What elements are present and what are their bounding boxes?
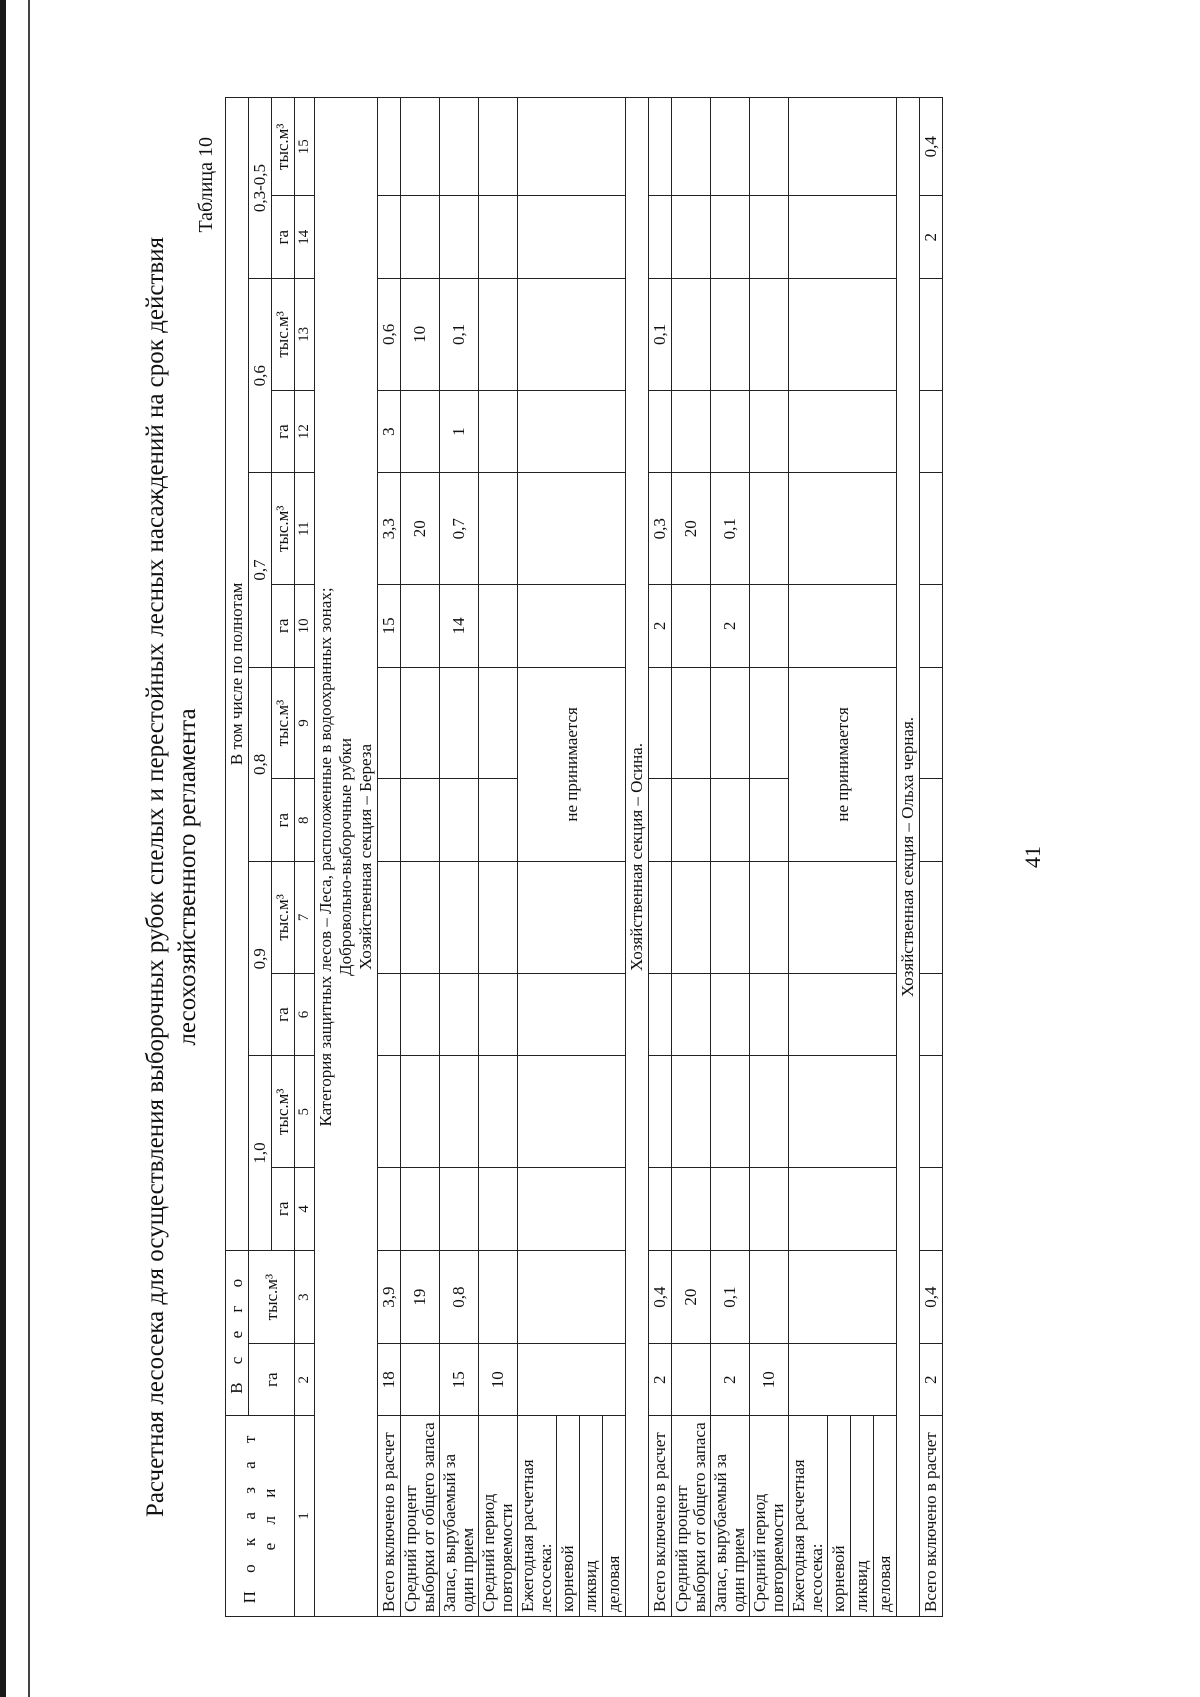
column-number: 1 <box>295 1415 315 1616</box>
table-cell <box>750 585 789 668</box>
table-cell <box>711 390 750 473</box>
table-row <box>440 98 479 1617</box>
table-cell <box>672 585 711 668</box>
table-cell <box>440 779 479 862</box>
section-birch <box>378 98 626 1617</box>
table-cell <box>789 196 897 279</box>
table-row <box>479 98 518 1617</box>
table-cell <box>401 196 440 279</box>
row-label: Средний процент выборки от общего запаса <box>401 1415 440 1616</box>
row-label: Средний период повторяемости <box>750 1415 789 1616</box>
table-cell <box>672 862 711 974</box>
table-cell <box>518 473 626 585</box>
unit-ha: га <box>272 390 295 473</box>
table-cell <box>378 1056 401 1168</box>
table-cell <box>789 862 897 974</box>
page-number: 41 <box>1020 846 1045 868</box>
table-cell <box>711 98 750 196</box>
table-cell: 3,9 <box>378 1250 401 1344</box>
table-cell: 0,1 <box>440 279 479 391</box>
table-cell <box>649 779 672 862</box>
table-cell <box>440 196 479 279</box>
row-label: Средний процент выборки от общего запаса <box>672 1415 711 1616</box>
table-cell <box>401 1056 440 1168</box>
table-cell <box>649 973 672 1056</box>
row-label: корневой <box>557 1415 580 1616</box>
table-cell: 2 <box>649 585 672 668</box>
table-cell <box>750 98 789 196</box>
table-cell <box>479 973 518 1056</box>
column-number: 7 <box>295 862 315 974</box>
table-cell <box>672 1168 711 1251</box>
section-aspen <box>649 98 897 1617</box>
unit-ha: га <box>272 585 295 668</box>
table-cell <box>518 1168 626 1251</box>
table-cell <box>440 1168 479 1251</box>
row-label: деловая <box>874 1415 897 1616</box>
table-cell: 0,7 <box>440 473 479 585</box>
row-label: ликвид <box>580 1415 603 1616</box>
table-cell <box>672 98 711 196</box>
table-cell: 20 <box>672 473 711 585</box>
column-number: 2 <box>295 1344 315 1415</box>
table-cell <box>479 279 518 391</box>
page-title <box>140 167 204 1587</box>
table-cell <box>649 390 672 473</box>
table-cell <box>672 1344 711 1415</box>
unit-m3: тыс.м³ <box>272 98 295 196</box>
unit-ha: га <box>272 973 295 1056</box>
table-cell: 18 <box>378 1344 401 1415</box>
table-cell <box>479 862 518 974</box>
table-cell <box>750 279 789 391</box>
table-cell: 20 <box>401 473 440 585</box>
table-cell <box>378 98 401 196</box>
table-cell: 2 <box>711 585 750 668</box>
table-cell: 0,1 <box>649 279 672 391</box>
header-by-density: В том числе по полнотам <box>226 98 249 1251</box>
table-cell: 3 <box>378 390 401 473</box>
row-label: Всего включено в расчет <box>920 1415 943 1616</box>
table-cell <box>479 585 518 668</box>
row-label: Запас, вырубаемый за один прием <box>440 1415 479 1616</box>
table-cell <box>920 779 943 862</box>
table-cell <box>401 390 440 473</box>
table-cell <box>440 98 479 196</box>
table-cell: 0,4 <box>920 98 943 196</box>
table-cell <box>711 973 750 1056</box>
table-cell <box>711 196 750 279</box>
header-total: В с е г о <box>226 1250 249 1415</box>
table-row <box>789 98 828 1617</box>
row-label: корневой <box>828 1415 851 1616</box>
section-name: Хозяйственная секция – Ольха черная. <box>897 98 920 1617</box>
table-cell <box>518 390 626 473</box>
table-cell <box>920 862 943 974</box>
table-cell <box>750 1168 789 1251</box>
table-cell <box>378 779 401 862</box>
table-cell: 2 <box>920 196 943 279</box>
table-cell <box>672 196 711 279</box>
header-row-1 <box>226 98 249 1617</box>
density-0-3-0-5: 0,3-0,5 <box>249 98 272 279</box>
header-m3: тыс.м³ <box>249 1250 295 1344</box>
row-label: Всего включено в расчет <box>378 1415 401 1616</box>
table-cell <box>401 973 440 1056</box>
table-cell: 10 <box>401 279 440 391</box>
table-cell <box>789 98 897 196</box>
table-cell <box>401 98 440 196</box>
table-cell: 15 <box>378 585 401 668</box>
table-cell <box>401 1344 440 1415</box>
table-cell <box>649 196 672 279</box>
table-cell <box>789 585 897 668</box>
table-cell <box>479 667 518 779</box>
category-block <box>315 98 378 1617</box>
unit-m3: тыс.м³ <box>272 862 295 974</box>
table-cell <box>920 667 943 779</box>
table-cell <box>649 98 672 196</box>
column-number: 11 <box>295 473 315 585</box>
table-row <box>920 98 943 1617</box>
table-cell <box>401 667 440 779</box>
table-cell: 15 <box>440 1344 479 1415</box>
row-label: Запас, вырубаемый за один прием <box>711 1415 750 1616</box>
table-cell <box>750 196 789 279</box>
table-cell: 1 <box>440 390 479 473</box>
density-0-6: 0,6 <box>249 279 272 473</box>
table-cell: 2 <box>711 1344 750 1415</box>
column-number: 15 <box>295 98 315 196</box>
table-cell <box>750 862 789 974</box>
section-name: Хозяйственная секция – Осина. <box>626 98 649 1617</box>
column-number: 13 <box>295 279 315 391</box>
table-cell <box>518 279 626 391</box>
density-0-7: 0,7 <box>249 473 272 667</box>
table-cell: 19 <box>401 1250 440 1344</box>
column-number: 12 <box>295 390 315 473</box>
table-cell <box>920 585 943 668</box>
column-number: 10 <box>295 585 315 668</box>
table-cell <box>649 1056 672 1168</box>
unit-ha: га <box>272 1168 295 1251</box>
row-label: ликвид <box>851 1415 874 1616</box>
column-number: 3 <box>295 1250 315 1344</box>
column-number: 6 <box>295 973 315 1056</box>
table-cell <box>789 473 897 585</box>
row-label: деловая <box>603 1415 626 1616</box>
header-indicators: П о к а з а т е л и <box>226 1415 295 1616</box>
table-cell <box>789 390 897 473</box>
section-row <box>626 98 649 1617</box>
density-0-8: 0,8 <box>249 667 272 861</box>
section-name: Хозяйственная секция – Береза <box>356 744 375 970</box>
table-cell <box>750 973 789 1056</box>
not-accepted-note: не принимается <box>518 667 626 861</box>
table-cell: 0,1 <box>711 473 750 585</box>
table-cell <box>518 98 626 196</box>
table-cell <box>789 1250 897 1344</box>
table-cell <box>518 1344 626 1415</box>
table-row <box>401 98 440 1617</box>
table-cell <box>920 390 943 473</box>
table-cell <box>750 1056 789 1168</box>
table-cell <box>920 279 943 391</box>
table-cell <box>378 862 401 974</box>
table-cell <box>711 279 750 391</box>
row-label: Ежегодная расчетная лесосека: <box>789 1415 828 1616</box>
table-cell <box>440 667 479 779</box>
density-1-0: 1,0 <box>249 1056 272 1250</box>
table-cell <box>378 973 401 1056</box>
table-cell <box>401 585 440 668</box>
table-cell <box>440 862 479 974</box>
table-cell <box>479 779 518 862</box>
table-cell <box>920 973 943 1056</box>
table-cell: 2 <box>920 1344 943 1415</box>
table-cell <box>750 779 789 862</box>
table-row <box>672 98 711 1617</box>
table-cell <box>711 1056 750 1168</box>
table-cell <box>789 1056 897 1168</box>
table-cell <box>479 1250 518 1344</box>
table-cell <box>440 1056 479 1168</box>
row-label: Средний период повторяемости <box>479 1415 518 1616</box>
table-row <box>649 98 672 1617</box>
unit-m3: тыс.м³ <box>272 1056 295 1168</box>
table-cell <box>711 862 750 974</box>
header-ha: га <box>249 1344 295 1415</box>
table-cell: 0,6 <box>378 279 401 391</box>
table-cell <box>750 473 789 585</box>
table-cell <box>479 473 518 585</box>
section-alder <box>920 98 943 1617</box>
unit-ha: га <box>272 196 295 279</box>
table-cell: 0,8 <box>440 1250 479 1344</box>
table-cell <box>920 473 943 585</box>
category-line: Категория защитных лесов – Леса, расположенные в водоохранных зонах; <box>316 587 335 1127</box>
table-cell: 2 <box>649 1344 672 1415</box>
table-cell <box>672 779 711 862</box>
table-cell <box>750 667 789 779</box>
header-row-2 <box>249 98 272 1617</box>
table-cell <box>479 1056 518 1168</box>
table-cell <box>920 1168 943 1251</box>
table-cell <box>750 390 789 473</box>
table-cell: 0,4 <box>920 1250 943 1344</box>
table-cell <box>401 1168 440 1251</box>
table-label: Таблица 10 <box>195 137 217 233</box>
table-cell <box>401 779 440 862</box>
row-label: Ежегодная расчетная лесосека: <box>518 1415 557 1616</box>
section-row <box>897 98 920 1617</box>
table-cell <box>711 1168 750 1251</box>
unit-m3: тыс.м³ <box>272 279 295 391</box>
table-row <box>711 98 750 1617</box>
table-cell: 0,1 <box>711 1250 750 1344</box>
table-cell: 3,3 <box>378 473 401 585</box>
table-cell <box>672 973 711 1056</box>
unit-m3: тыс.м³ <box>272 667 295 779</box>
table-cell <box>672 667 711 779</box>
unit-m3: тыс.м³ <box>272 473 295 585</box>
table-cell <box>518 1056 626 1168</box>
table-cell <box>649 862 672 974</box>
table-cell: 14 <box>440 585 479 668</box>
table-cell <box>518 862 626 974</box>
table-cell <box>672 1056 711 1168</box>
table-cell <box>479 98 518 196</box>
table-cell: 0,3 <box>649 473 672 585</box>
table-row <box>378 98 401 1617</box>
column-numbers-row <box>295 98 315 1617</box>
column-number: 8 <box>295 779 315 862</box>
table-cell: 0,4 <box>649 1250 672 1344</box>
row-label: Всего включено в расчет <box>649 1415 672 1616</box>
density-0-9: 0,9 <box>249 862 272 1056</box>
table-row <box>518 98 557 1617</box>
table-cell <box>649 1168 672 1251</box>
table-cell <box>672 279 711 391</box>
table-cell <box>672 390 711 473</box>
table-cell <box>518 1250 626 1344</box>
table-cell <box>711 779 750 862</box>
table-cell <box>518 196 626 279</box>
column-number: 5 <box>295 1056 315 1168</box>
harvest-table <box>225 97 943 1617</box>
title-line-1: Расчетная лесосека для осуществления выборочных рубок спелых и перестойных лесных насаждений на срок действия <box>142 236 169 1518</box>
cut-type-line: Добровольно-выборочные рубки <box>336 738 355 977</box>
table-cell <box>378 667 401 779</box>
table-cell <box>789 279 897 391</box>
rotated-page <box>0 17 1140 1697</box>
column-number: 4 <box>295 1168 315 1251</box>
column-number: 9 <box>295 667 315 779</box>
category-row <box>315 98 378 1617</box>
title-line-2: лесохозяйственного регламента <box>174 708 201 1046</box>
table-cell <box>789 973 897 1056</box>
table-cell <box>789 1168 897 1251</box>
table-cell <box>518 973 626 1056</box>
column-number: 14 <box>295 196 315 279</box>
table-cell <box>378 1168 401 1251</box>
table-row <box>750 98 789 1617</box>
table-cell <box>479 1168 518 1251</box>
table-cell <box>479 390 518 473</box>
table-cell: 10 <box>479 1344 518 1415</box>
not-accepted-note: не принимается <box>789 667 897 861</box>
table-cell <box>920 1056 943 1168</box>
table-cell <box>378 196 401 279</box>
table-cell <box>789 1344 897 1415</box>
table-cell <box>649 667 672 779</box>
unit-ha: га <box>272 779 295 862</box>
table-cell: 10 <box>750 1344 789 1415</box>
table-cell <box>711 667 750 779</box>
table-cell: 20 <box>672 1250 711 1344</box>
table-cell <box>479 196 518 279</box>
table-cell <box>518 585 626 668</box>
table-cell <box>750 1250 789 1344</box>
table-cell <box>440 973 479 1056</box>
table-cell <box>401 862 440 974</box>
